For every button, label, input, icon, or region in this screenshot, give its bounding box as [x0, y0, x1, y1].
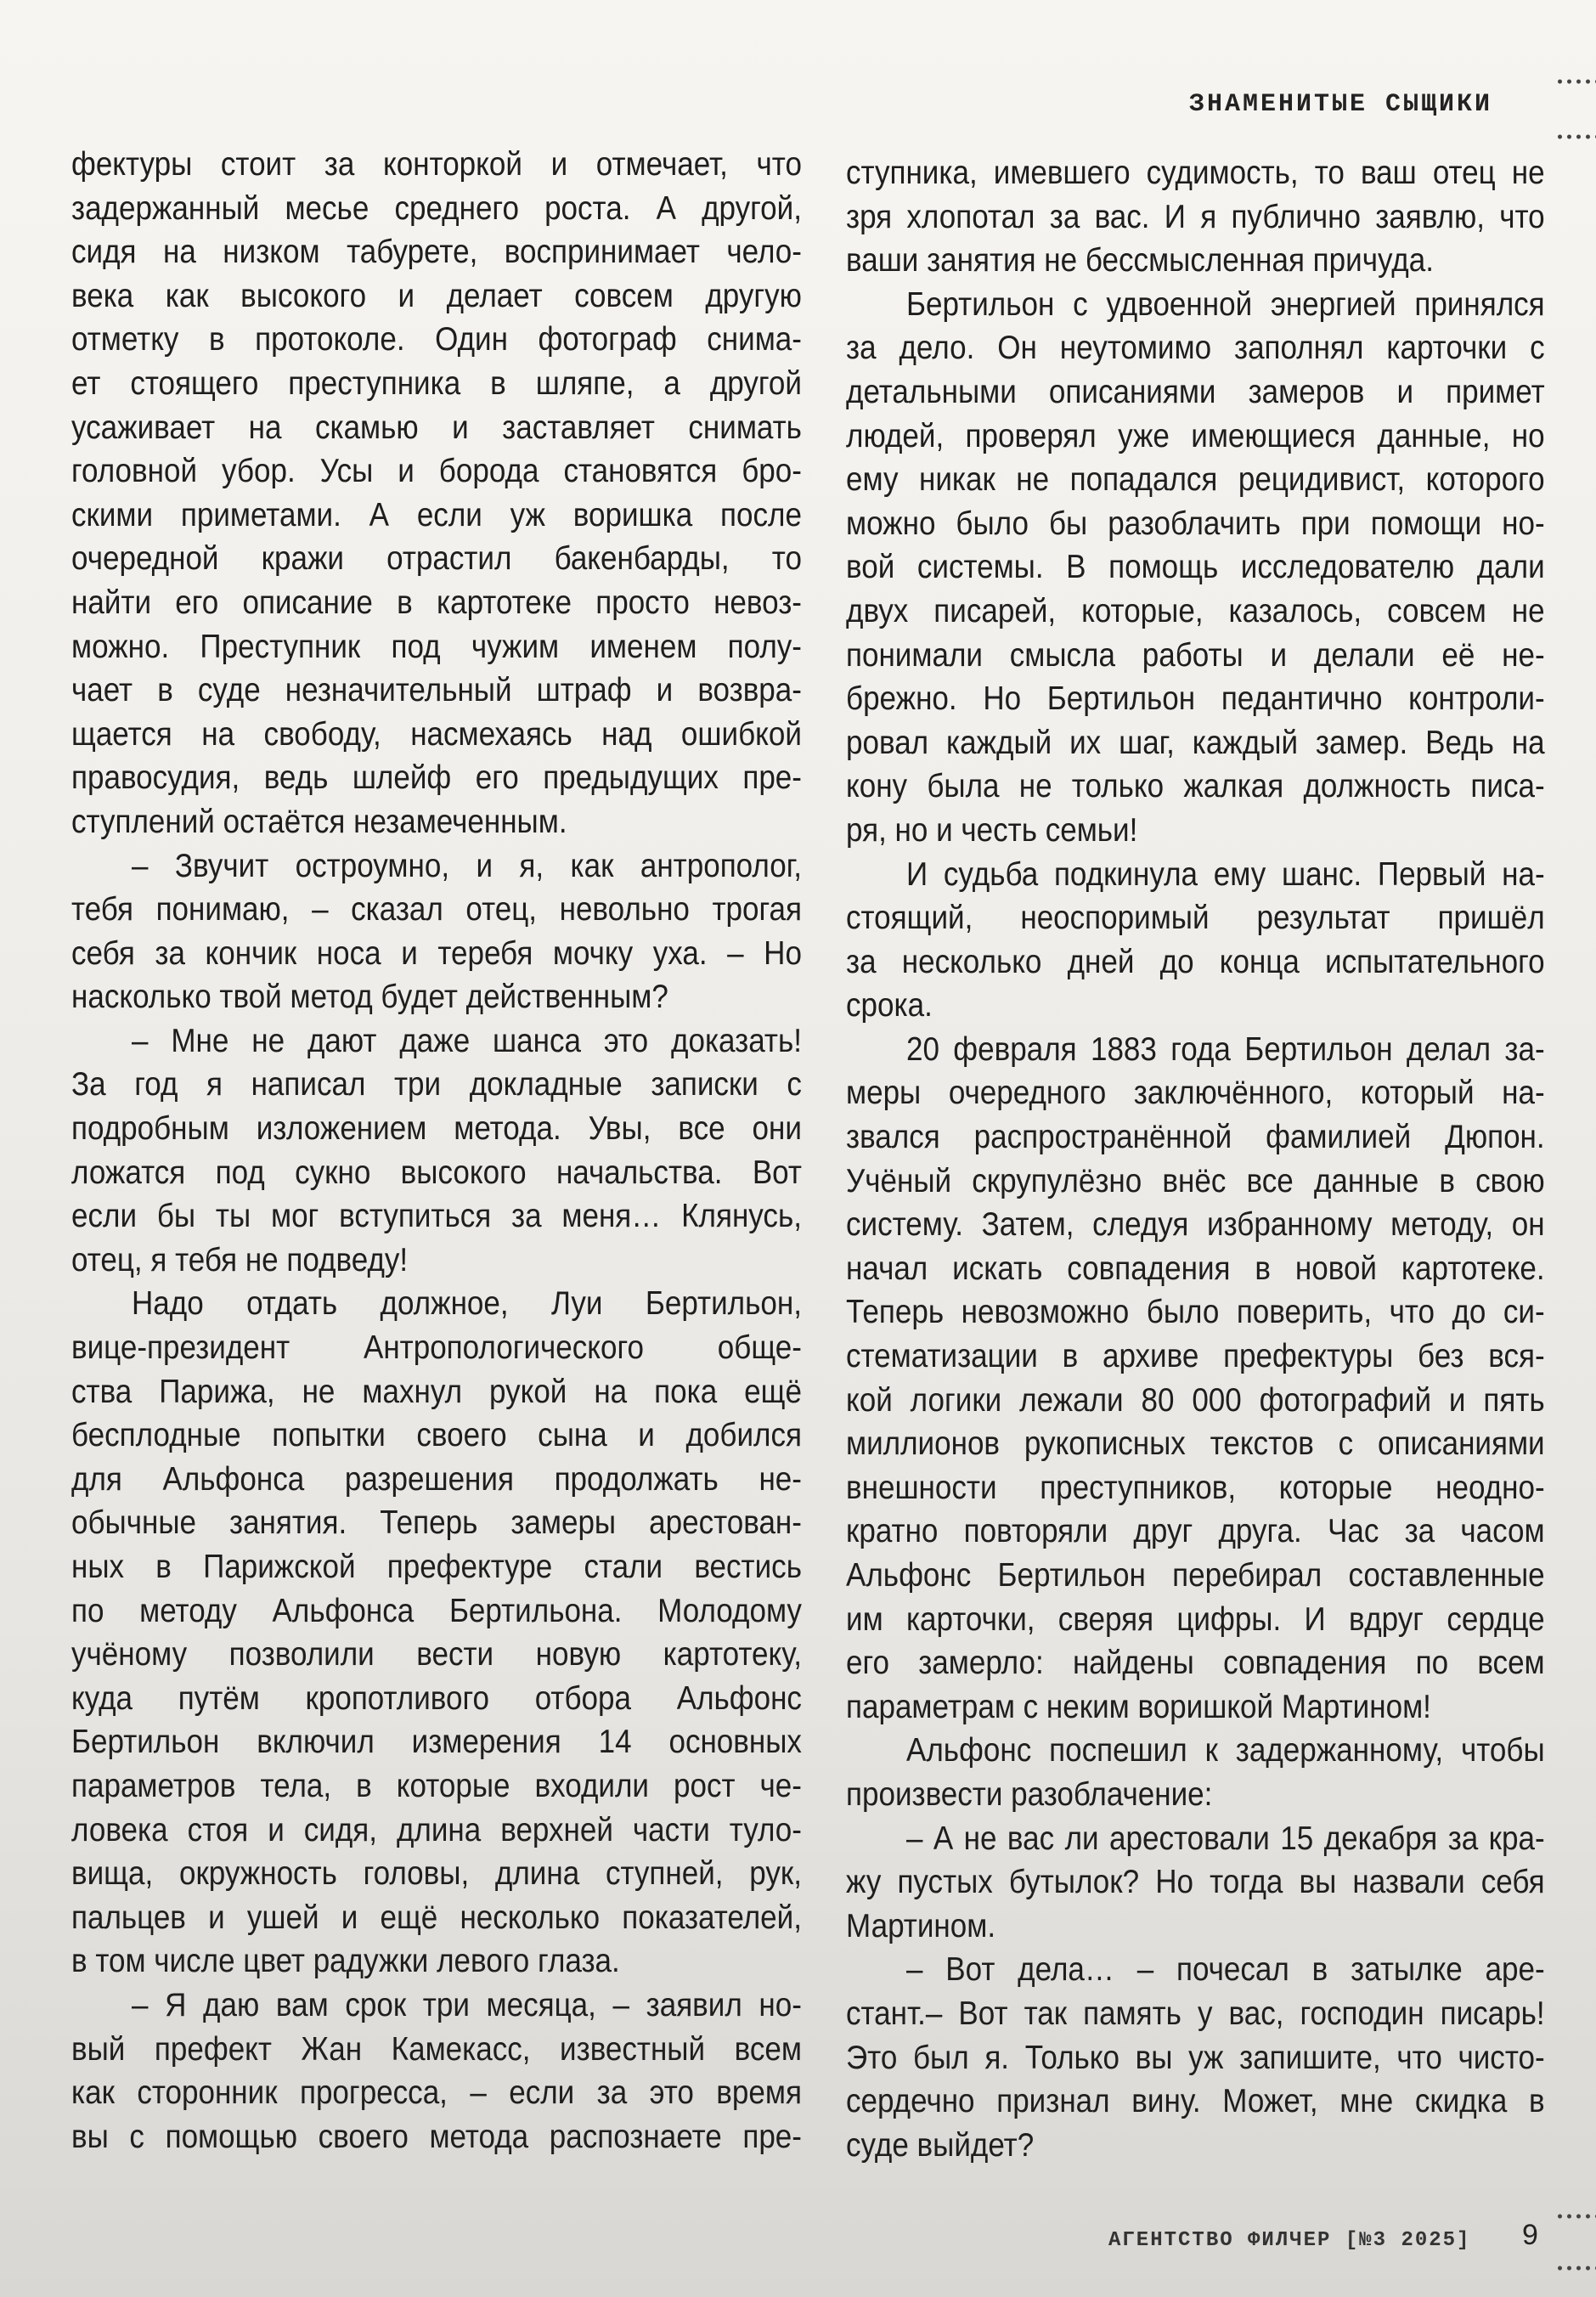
text-line: чает в суде незначительный штраф и возвра-: [71, 672, 802, 709]
text-line: для Альфонса разрешения продолжать не-: [71, 1460, 802, 1498]
text-line: вища, окружность головы, длина ступней, рук,: [71, 1855, 802, 1893]
text-line: насколько твой метод будет действенным?: [71, 979, 668, 1016]
text-line: параметрам с неким воришкой Мартином!: [846, 1688, 1431, 1725]
text-line: Это был я. Только вы уж запишите, что чисто-: [846, 2039, 1545, 2076]
dotted-rule-icon: [1555, 2265, 1596, 2272]
text-line: Учёный скрупулёзно внёс все данные в свою: [846, 1162, 1545, 1199]
text-line: начал искать совпадения в новой картотеке.: [846, 1250, 1545, 1287]
text-line: Мартином.: [846, 1907, 996, 1944]
text-line: ваши занятия не бессмысленная причуда.: [846, 242, 1434, 279]
text-line: вой системы. В помощь исследователю дали: [846, 549, 1545, 586]
text-line: можно. Преступник под чужим именем полу-: [71, 628, 802, 665]
text-line: Бертильон включил измерения 14 основных: [71, 1724, 802, 1761]
text-line: ет стоящего преступника в шляпе, а другой: [71, 364, 802, 402]
text-line: усаживает на скамью и заставляет снимать: [71, 409, 802, 446]
text-line: внешности преступников, которые неодно-: [846, 1469, 1545, 1506]
text-line: кой логики лежали 80 000 фотографий и пять: [846, 1381, 1545, 1419]
text-line: суде выйдет?: [846, 2126, 1035, 2164]
text-line: систему. Затем, следуя избранному методу, он: [846, 1206, 1545, 1244]
text-line: если бы ты мог вступиться за меня… Клянусь,: [71, 1198, 802, 1235]
text-line: кону была не только жалкая должность писа-: [846, 768, 1545, 805]
dotted-rule-icon: [1555, 78, 1596, 85]
text-line: зря хлопотал за вас. И я публично заявлю, что: [846, 198, 1545, 235]
text-line: щается на свободу, насмехаясь над ошибкой: [71, 715, 802, 753]
text-line: века как высокого и делает совсем другую: [71, 277, 802, 314]
text-line: сердечно признал вину. Может, мне скидка в: [846, 2083, 1545, 2120]
text-line: произвести разоблачение:: [846, 1775, 1213, 1813]
text-line: – Вот дела… – почесал в затылке аре-: [905, 1951, 1545, 1989]
text-line: ступлений остаётся незамеченным.: [71, 803, 567, 840]
text-line: – Звучит остроумно, и я, как антрополог,: [131, 847, 802, 884]
text-line: за несколько дней до конца испытательного: [846, 943, 1545, 980]
text-line: его замерло: найдены совпадения по всем: [846, 1645, 1545, 1682]
text-line: людей, проверял уже имеющиеся данные, но: [846, 417, 1545, 454]
text-line: в том числе цвет радужки левого глаза.: [71, 1943, 620, 1980]
text-line: меры очередного заключённого, который на-: [846, 1075, 1545, 1112]
text-line: ства Парижа, не махнул рукой на пока ещё: [71, 1373, 802, 1410]
text-line: стант.– Вот так память у вас, господин писарь!: [846, 1995, 1545, 2032]
text-line: бесплодные попытки своего сына и добился: [71, 1417, 802, 1454]
text-line: тебя понимаю, – сказал отец, невольно трогая: [71, 891, 802, 928]
text-line: миллионов рукописных текстов с описаниями: [846, 1425, 1545, 1463]
text-line: детальными описаниями замеров и примет: [846, 373, 1545, 410]
text-line: Теперь невозможно было поверить, что до си-: [846, 1294, 1545, 1331]
text-line: ложатся под сукно высокого начальства. Вот: [71, 1154, 802, 1191]
text-column-right: [846, 151, 1545, 2167]
text-line: – Мне не дают даже шанса это доказать!: [131, 1022, 802, 1059]
text-column-left: [71, 143, 802, 2159]
text-line: правосудия, ведь шлейф его предыдущих пре-: [71, 759, 802, 797]
text-line: параметров тела, в которые входили рост че-: [71, 1767, 802, 1804]
text-line: двух писарей, которые, казалось, совсем не: [846, 592, 1545, 629]
text-line: ему никак не попадался рецидивист, которого: [846, 461, 1545, 499]
text-line: вице-президент Антропологического обще-: [71, 1329, 802, 1367]
text-line: И судьба подкинула ему шанс. Первый на-: [905, 855, 1545, 893]
dotted-rule-icon: [1555, 133, 1596, 140]
text-line: стоящий, неоспоримый результат пришёл: [846, 900, 1545, 937]
text-line: за дело. Он неутомимо заполнял карточки с: [846, 330, 1545, 367]
text-line: как сторонник прогресса, – если за это время: [71, 2074, 802, 2112]
text-line: сидя на низком табурете, воспринимает чело-: [71, 234, 802, 271]
text-line: звался распространённой фамилией Дюпон.: [846, 1119, 1545, 1156]
text-line: можно было бы разоблачить при помощи но-: [846, 505, 1545, 542]
page-number: 9: [1522, 2219, 1538, 2251]
text-line: Бертильон с удвоенной энергией принялся: [905, 285, 1545, 323]
text-line: куда путём кропотливого отбора Альфонс: [71, 1679, 802, 1717]
text-line: Альфонс Бертильон перебирал составленные: [846, 1557, 1545, 1594]
text-line: фектуры стоит за конторкой и отмечает, что: [71, 146, 802, 183]
text-line: отец, я тебя не подведу!: [71, 1241, 409, 1278]
text-line: ных в Парижской префектуре стали вестись: [71, 1549, 802, 1585]
text-line: себя за кончик носа и теребя мочку уха. – Но: [71, 934, 802, 972]
text-line: вы с помощью своего метода распознаете пре-: [71, 2118, 802, 2155]
text-line: скими приметами. А если уж воришка после: [71, 496, 802, 533]
text-line: очередной кражи отрастил бакенбарды, то: [71, 540, 802, 578]
text-line: обычные занятия. Теперь замеры арестован-: [71, 1504, 802, 1542]
text-line: Надо отдать должное, Луи Бертильон,: [131, 1285, 802, 1323]
text-line: головной убор. Усы и борода становятся бро-: [71, 453, 802, 490]
text-line: – Я даю вам срок три месяца, – заявил но-: [131, 1986, 802, 2023]
text-line: найти его описание в картотеке просто невоз-: [71, 584, 802, 621]
text-line: вый префект Жан Камекасс, известный всем: [71, 2030, 802, 2068]
text-line: За год я написал три докладные записки с: [71, 1066, 802, 1103]
text-line: брежно. Но Бертильон педантично контроли-: [846, 680, 1545, 718]
text-line: стематизации в архиве префектуры без вся-: [846, 1338, 1545, 1375]
text-line: ловека стоя и сидя, длина верхней части туло-: [71, 1811, 802, 1848]
text-line: Альфонс поспешил к задержанному, чтобы: [905, 1732, 1545, 1769]
text-line: подробным изложением метода. Увы, все они: [71, 1110, 802, 1148]
text-line: – А не вас ли арестовали 15 декабря за кра-: [905, 1820, 1545, 1857]
section-title: ЗНАМЕНИТЫЕ СЫЩИКИ: [1189, 90, 1493, 119]
text-line: пальцев и ушей и ещё несколько показателей,: [71, 1899, 802, 1936]
text-line: ступника, имевшего судимость, то ваш отец не: [846, 155, 1545, 191]
text-line: жу пустых бутылок? Но тогда вы назвали себя: [846, 1864, 1545, 1901]
text-line: задержанный месье среднего роста. А другой,: [71, 189, 802, 227]
text-line: кратно повторяли друг друга. Час за часом: [846, 1513, 1545, 1550]
text-line: ря, но и честь семьи!: [846, 811, 1138, 849]
text-line: им карточки, сверяя цифры. И вдруг сердце: [846, 1600, 1545, 1638]
text-line: ровал каждый их шаг, каждый замер. Ведь на: [846, 724, 1545, 761]
dotted-rule-icon: [1555, 2213, 1596, 2220]
text-line: по методу Альфонса Бертильона. Молодому: [71, 1592, 802, 1629]
text-line: понимали смысла работы и делали её не-: [846, 636, 1545, 674]
text-line: 20 февраля 1883 года Бертильон делал за-: [905, 1030, 1545, 1068]
text-line: отметку в протоколе. Один фотограф снима-: [71, 321, 802, 358]
text-line: учёному позволили вести новую картотеку,: [71, 1636, 802, 1673]
publication-footer: АГЕНТСТВО ФИЛЧЕР [№3 2025]: [1108, 2229, 1471, 2252]
text-line: срока.: [846, 987, 933, 1024]
